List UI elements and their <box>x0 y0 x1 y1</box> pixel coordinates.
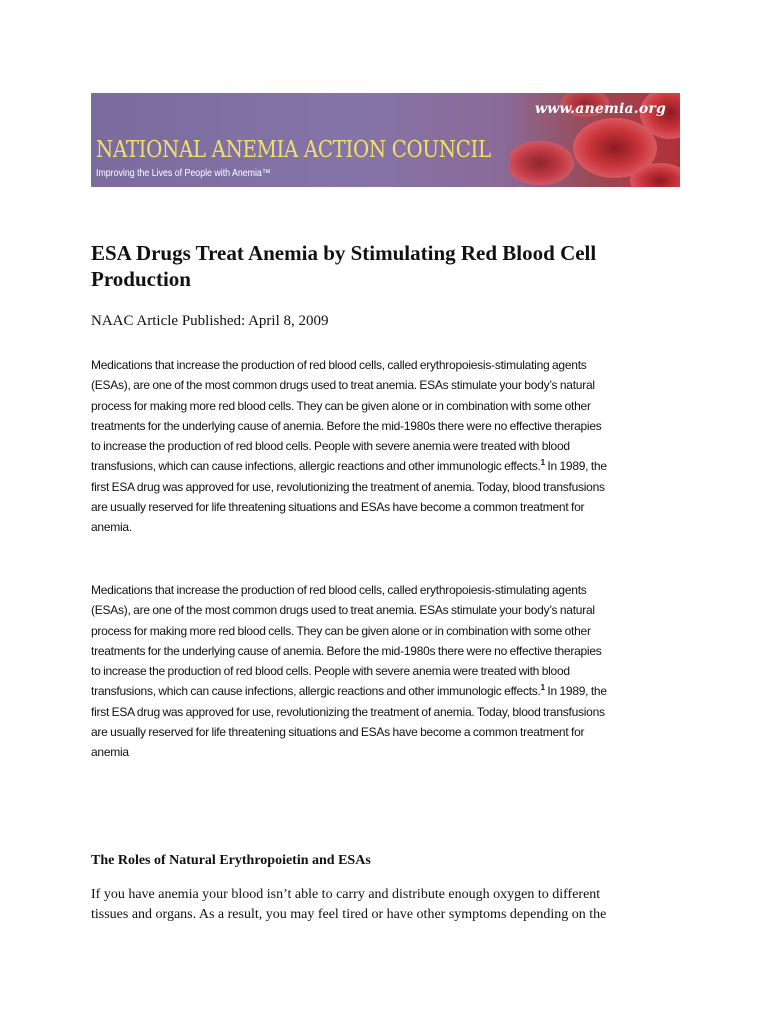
paragraph-line: anemia. <box>91 520 132 535</box>
paragraph-line: process for making more red blood cells. They can be given alone or in combination with some other <box>91 398 591 413</box>
footnote-marker: 1 <box>540 458 545 468</box>
paragraph-line: tissues and organs. As a result, you may feel tired or have other symptoms depending on the <box>91 907 607 922</box>
paragraph-line: to increase the production of red blood cells. People with severe anemia were treated with blood <box>91 664 570 679</box>
paragraph-line: treatments for the underlying cause of anemia. Before the mid-1980s there were no effective therapies <box>91 643 602 658</box>
paragraph-text: transfusions, which can cause infections, allergic reactions and other immunologic effects. <box>91 459 541 474</box>
paragraph-line: first ESA drug was approved for use, revolutionizing the treatment of anemia. Today, blood transfusions <box>91 704 605 719</box>
paragraph-text: transfusions, which can cause infections, allergic reactions and other immunologic effects. <box>91 684 541 699</box>
paragraph-line: process for making more red blood cells. They can be given alone or in combination with some other <box>91 623 591 638</box>
article-paragraph-2 <box>91 580 691 763</box>
paragraph-line <box>91 456 691 476</box>
paragraph-text: In 1989, the <box>544 459 607 474</box>
paragraph-line: are usually reserved for life threatening situations and ESAs have become a common treatment for <box>91 500 585 515</box>
paragraph-line: Medications that increase the production of red blood cells, called erythropoiesis-stimulating agents <box>91 583 587 597</box>
article-paragraph-1 <box>91 355 691 538</box>
publish-date: NAAC Article Published: April 8, 2009 <box>91 313 329 329</box>
paragraph-line: Medications that increase the production of red blood cells, called erythropoiesis-stimulating agents <box>91 358 587 372</box>
section-paragraph <box>91 885 711 925</box>
article-title: ESA Drugs Treat Anemia by Stimulating Red Blood Cell Production <box>91 241 597 291</box>
paragraph-line: (ESAs), are one of the most common drugs used to treat anemia. ESAs stimulate your body’s natural <box>91 603 595 618</box>
footnote-marker: 1 <box>540 683 545 693</box>
paragraph-line: If you have anemia your blood isn’t able to carry and distribute enough oxygen to different <box>91 887 601 902</box>
paragraph-line: anemia <box>91 745 129 760</box>
paragraph-line: to increase the production of red blood cells. People with severe anemia were treated with blood <box>91 439 570 454</box>
paragraph-line <box>91 681 691 701</box>
paragraph-line: (ESAs), are one of the most common drugs used to treat anemia. ESAs stimulate your body’s natural <box>91 378 595 393</box>
site-url: www.anemia.org <box>534 101 666 117</box>
paragraph-text: In 1989, the <box>544 684 607 699</box>
organization-tagline: Improving the Lives of People with Anemia™ <box>96 168 271 179</box>
paragraph-line: are usually reserved for life threatening situations and ESAs have become a common treatment for <box>91 725 585 740</box>
paragraph-line: treatments for the underlying cause of anemia. Before the mid-1980s there were no effective therapies <box>91 418 602 433</box>
paragraph-line: first ESA drug was approved for use, revolutionizing the treatment of anemia. Today, blood transfusions <box>91 479 605 494</box>
organization-name: NATIONAL ANEMIA ACTION COUNCIL <box>96 137 491 163</box>
site-banner <box>91 93 680 187</box>
section-heading: The Roles of Natural Erythropoietin and ESAs <box>91 853 371 868</box>
